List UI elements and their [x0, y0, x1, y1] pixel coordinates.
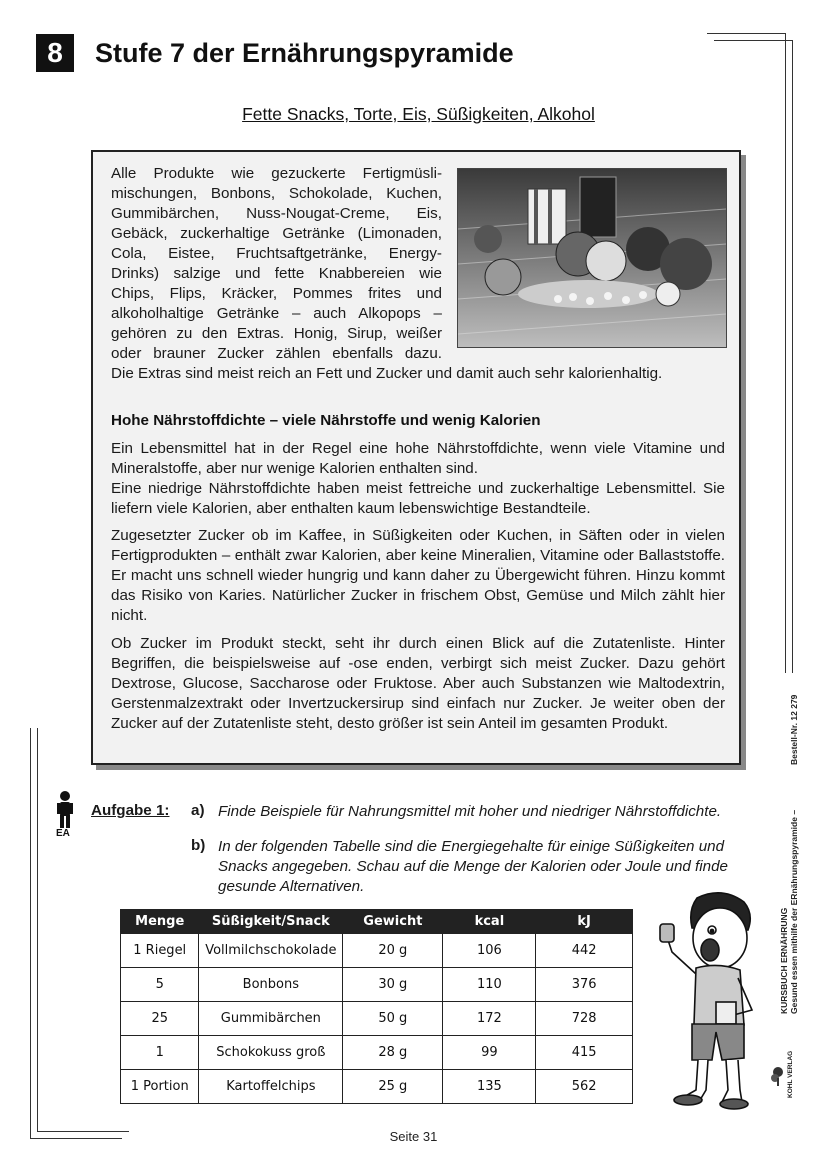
- table-cell: 1 Portion: [121, 1070, 199, 1104]
- table-cell: Bonbons: [199, 968, 343, 1002]
- frame-line-right: [785, 33, 786, 673]
- page-subtitle: Fette Snacks, Torte, Eis, Süßigkeiten, Alkohol: [242, 104, 595, 124]
- table-cell: 376: [536, 968, 633, 1002]
- table-cell: Schokokuss groß: [199, 1036, 343, 1070]
- frame-line-top-right: [707, 33, 785, 34]
- publisher-logo-icon: [771, 1066, 785, 1086]
- table-cell: 1 Riegel: [121, 934, 199, 968]
- intro-line-7: Chips, Flips, Kräcker, Pommes frites und: [111, 285, 442, 302]
- intro-line-9: gehören zu den Extras. Honig, Sirup, weißer: [111, 325, 442, 342]
- table-row: [121, 1036, 633, 1070]
- intro-last-line: Die Extras sind meist reich an Fett und Zucker und damit auch sehr kalorienhaltig.: [111, 365, 663, 382]
- page-number: Seite 31: [389, 1129, 438, 1144]
- table-cell: 50 g: [343, 1002, 443, 1036]
- intro-line-3: Gummibärchen, Nuss-Nougat-Creme, Eis,: [111, 205, 442, 222]
- intro-line-2: mischungen, Bonbons, Schokolade, Kuchen,: [111, 185, 442, 202]
- sweets-photo: [457, 168, 727, 348]
- intro-line-5: Cola, Eistee, Fruchtsaftgetränke, Energy-: [111, 245, 442, 262]
- frame-line-top-right-inner: [714, 40, 792, 41]
- paragraph-4: Ob Zucker im Produkt steckt, seht ihr durch einen Blick auf die Zutatenliste. Hinter Begriffen, die beispielsweise auf -ose enden, verbirgt sich meist Zucker. Dazu gehört Dextrose, Glucose, Saccharose oder Fruktose. Aber auch Substanzen wie Maltodextrin, Gerstenmalzextrakt oder Invertzuckersirup sind einfach nur Zucker. Je weiter oben der Zucker auf der Zutatenliste steht, desto größer ist sein Anteil im gesamten Produkt.: [111, 635, 725, 732]
- column-header: kJ: [536, 910, 633, 934]
- frame-line-right-inner: [792, 40, 793, 673]
- table-cell: 1: [121, 1036, 199, 1070]
- page-title: Stufe 7 der Ernährungspyramide: [95, 38, 514, 68]
- task-a-letter: a): [191, 802, 205, 819]
- table-cell: 30 g: [343, 968, 443, 1002]
- table-cell: 5: [121, 968, 199, 1002]
- side-series-title: KURSBUCH ERNÄHRUNG: [779, 907, 789, 1014]
- ea-label: EA: [56, 828, 70, 839]
- table-cell: 562: [536, 1070, 633, 1104]
- table-row: [121, 1002, 633, 1036]
- table-cell: 415: [536, 1036, 633, 1070]
- table-cell: Vollmilchschokolade: [199, 934, 343, 968]
- side-book-subtitle: Gesund essen mithilfe der ERnährungspyramide –: [789, 809, 799, 1014]
- table-row: [121, 934, 633, 968]
- table-cell: 20 g: [343, 934, 443, 968]
- task-b-letter: b): [191, 837, 206, 854]
- task-label: Aufgabe 1:: [91, 802, 170, 819]
- table-cell: 728: [536, 1002, 633, 1036]
- side-order-number: Bestell-Nr. 12 279: [789, 694, 799, 765]
- table-cell: Gummibärchen: [199, 1002, 343, 1036]
- table-row: [121, 968, 633, 1002]
- column-header: Menge: [121, 910, 199, 934]
- chapter-number: 8: [36, 34, 74, 72]
- table-cell: 28 g: [343, 1036, 443, 1070]
- nutrition-table: [120, 909, 633, 1104]
- table-cell: 442: [536, 934, 633, 968]
- table-cell: 110: [443, 968, 536, 1002]
- frame-line-left: [30, 728, 31, 1138]
- table-row: [121, 1070, 633, 1104]
- intro-line-6: Drinks) salzige und fette Knabbereien wie: [111, 265, 442, 282]
- boy-eating-illustration: [652, 890, 764, 1115]
- table-cell: 135: [443, 1070, 536, 1104]
- table-cell: Kartoffelchips: [199, 1070, 343, 1104]
- task-a-text: Finde Beispiele für Nahrungsmittel mit hoher und niedriger Nährstoffdichte.: [218, 803, 722, 820]
- paragraph-2: Eine niedrige Nährstoffdichte haben meist fettreiche und zuckerhaltige Lebensmittel. Sie liefern viele Kalorien, aber enthalten kaum lebenswichtige Bestandteile.: [111, 480, 725, 517]
- column-header: Gewicht: [343, 910, 443, 934]
- intro-line-8: alkoholhaltige Getränke – auch Alkopops –: [111, 305, 442, 322]
- intro-line-10: oder brauner Zucker zählen ebenfalls dazu.: [111, 345, 442, 362]
- table-cell: 172: [443, 1002, 536, 1036]
- table-header-row: [121, 910, 633, 934]
- intro-line-4: Gebäck, zuckerhaltige Getränke (Limonaden,: [111, 225, 442, 242]
- paragraph-3: Zugesetzter Zucker ob im Kaffee, in Süßigkeiten oder Kuchen, in Säften oder in vielen Fertigprodukten – enthält zwar Kalorien, aber keine Mineralien, Vitamine oder Ballaststoffe. Er macht uns schnell wieder hungrig und kann daher zu Übergewicht führen. Hinzu kommt das Risiko von Karies. Natürlicher Zucker in frischem Obst, Gemüse und Milch zählt hier nicht.: [111, 527, 725, 624]
- table-cell: 25: [121, 1002, 199, 1036]
- column-header: kcal: [443, 910, 536, 934]
- paragraph-1: Ein Lebensmittel hat in der Regel eine hohe Nährstoffdichte, wenn viele Vitamine und Mineralstoffe, aber nur wenige Kalorien enthalten sind.: [111, 440, 725, 477]
- frame-line-left-inner: [37, 728, 38, 1131]
- task-b-text: In der folgenden Tabelle sind die Energiegehalte für einige Süßigkeiten und Snacks angegeben. Schau auf die Menge der Kalorien oder Joule und finde gesunde Alternativen.: [218, 838, 728, 895]
- publisher-name: KOHL VERLAG: [787, 1050, 794, 1098]
- table-cell: 99: [443, 1036, 536, 1070]
- intro-line-1: Alle Produkte wie gezuckerte Fertigmüsli-: [111, 165, 442, 182]
- column-header: Süßigkeit/Snack: [199, 910, 343, 934]
- table-cell: 25 g: [343, 1070, 443, 1104]
- table-cell: 106: [443, 934, 536, 968]
- section-heading: Hohe Nährstoffdichte – viele Nährstoffe und wenig Kalorien: [111, 412, 541, 429]
